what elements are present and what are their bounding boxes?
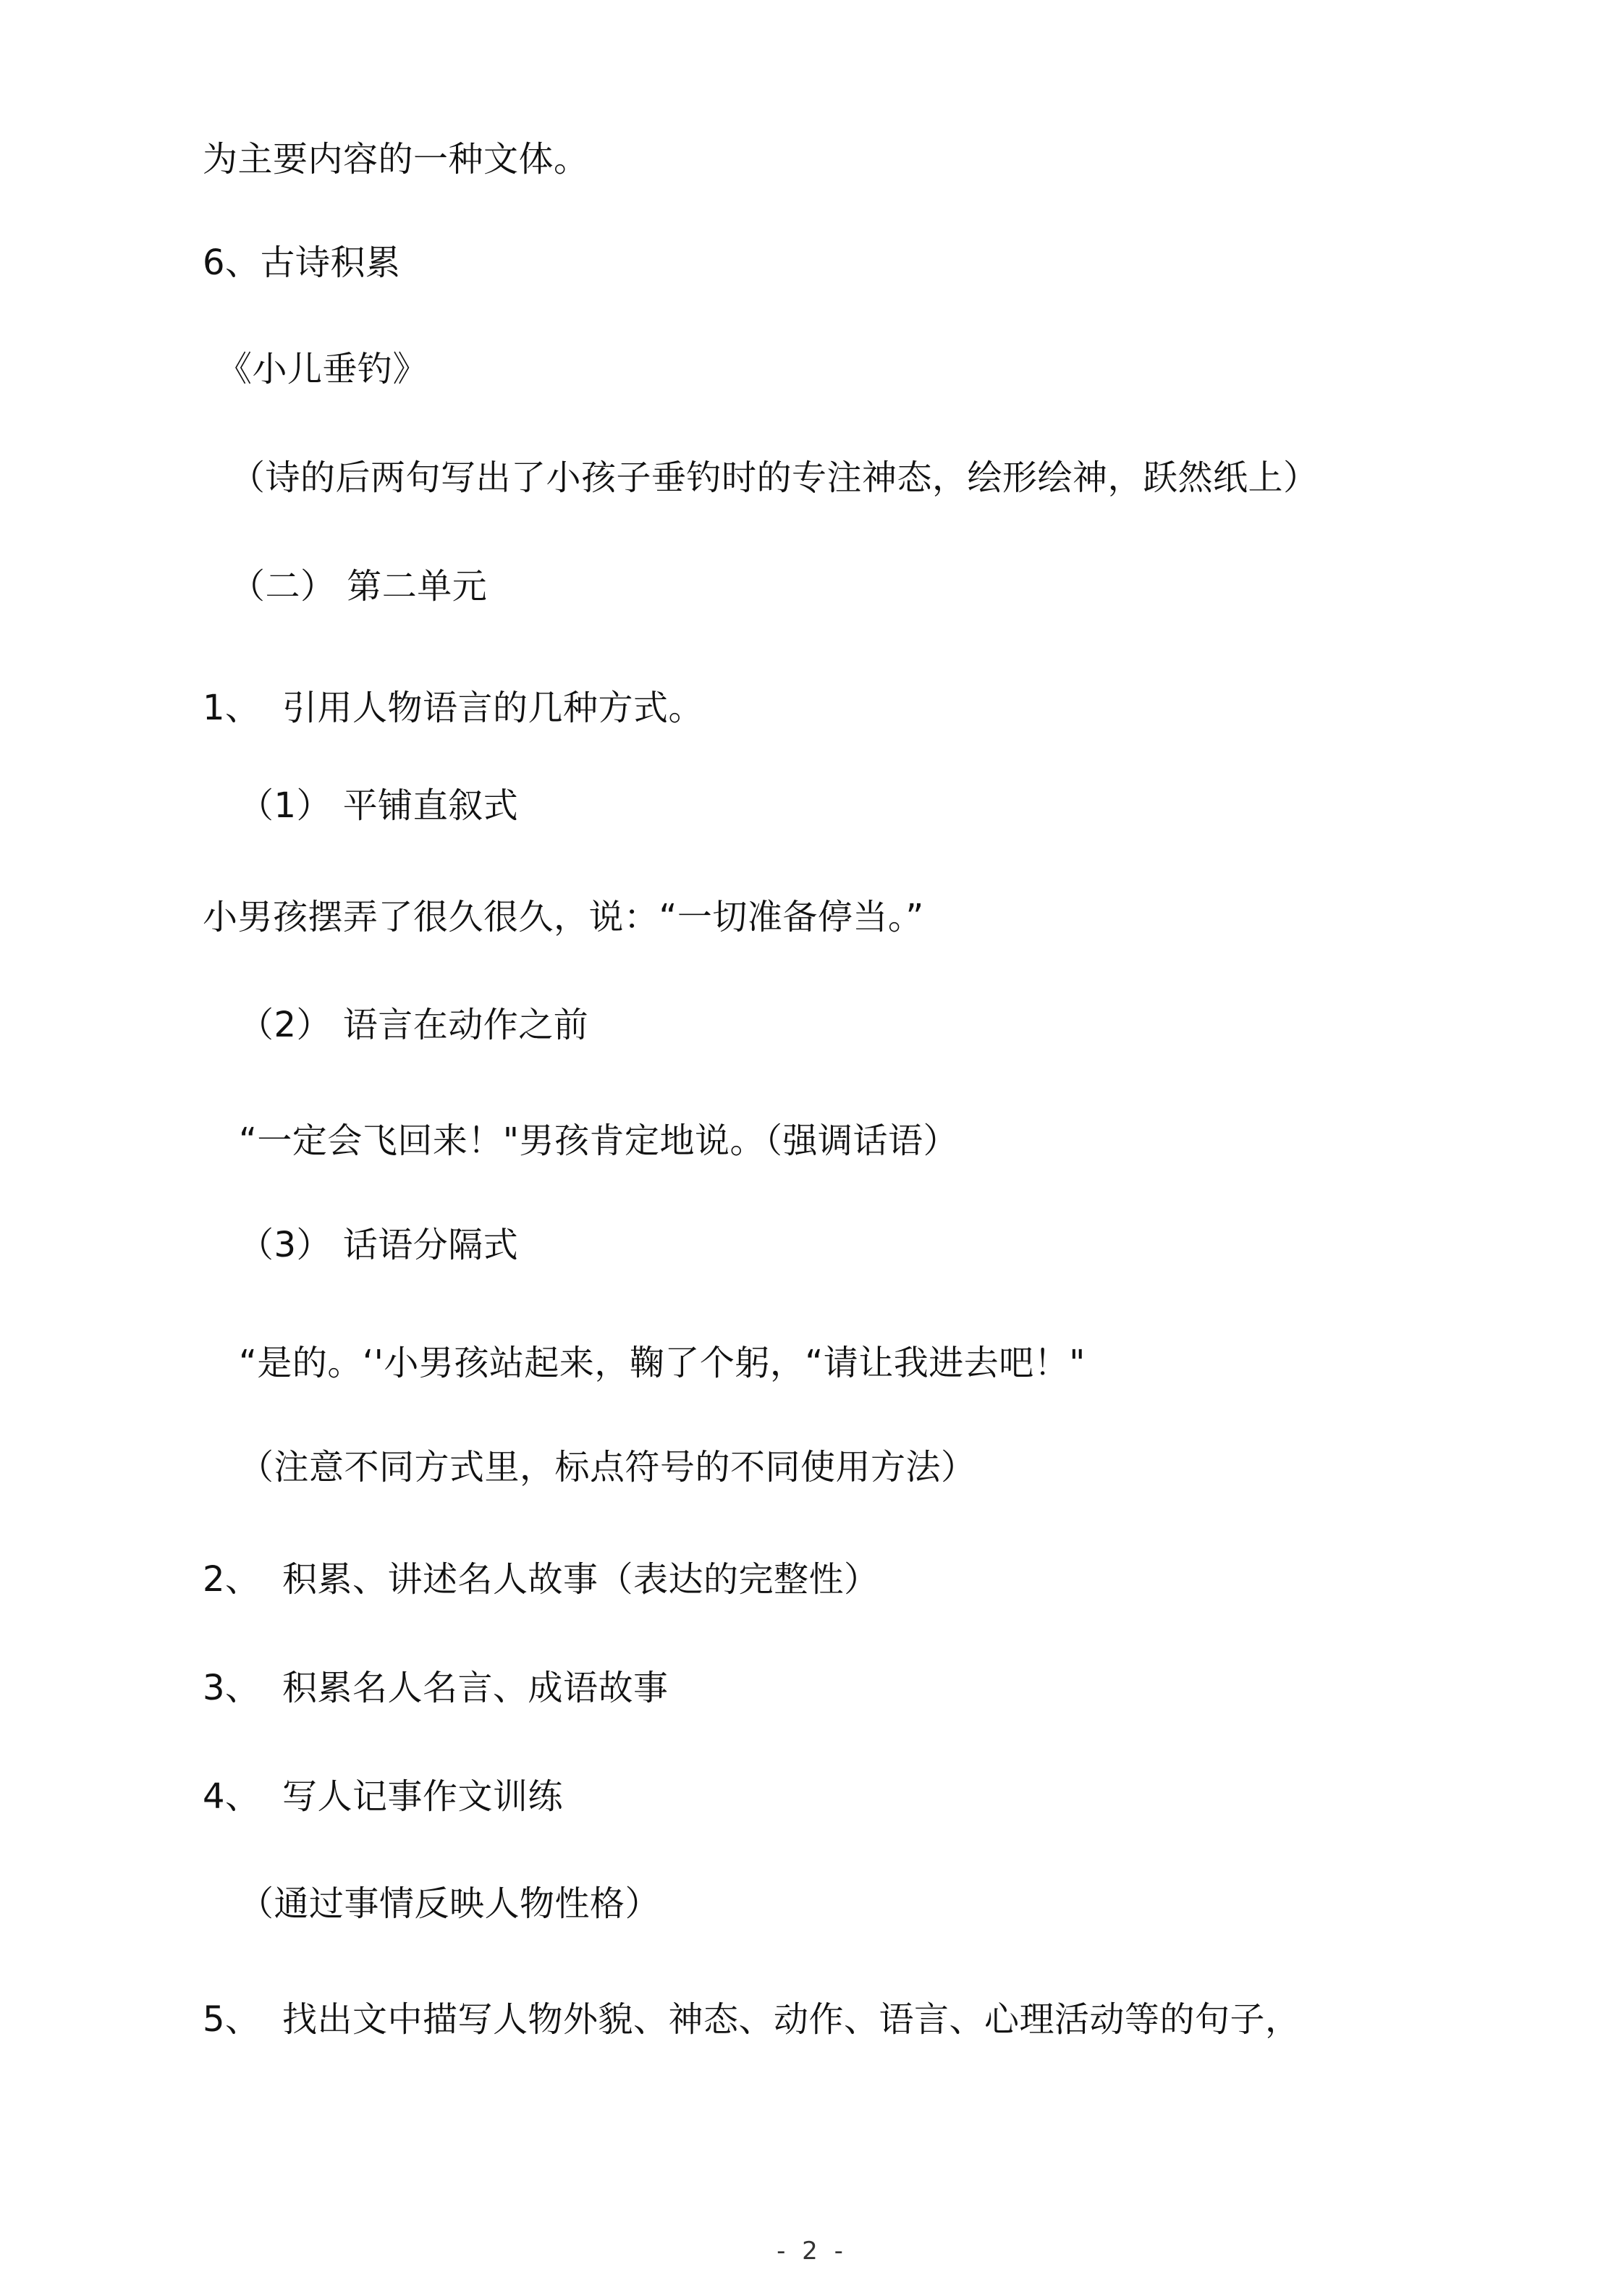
writing-note bbox=[239, 1882, 660, 1925]
list-number: 3、 bbox=[203, 1668, 261, 1708]
example-sentence-3 bbox=[239, 1341, 1086, 1385]
line-text: （2） 语言在动作之前 bbox=[239, 1005, 589, 1045]
line-text: （通过事情反映人物性格） bbox=[239, 1883, 661, 1924]
example-sentence-2 bbox=[239, 1119, 958, 1162]
section-heading-unit-2 bbox=[230, 565, 487, 608]
subheading-method-2 bbox=[239, 1003, 588, 1047]
poem-note bbox=[230, 456, 1319, 499]
line-text: “是的。‘'小男孩站起来，鞠了个躬，“请让我进去吧！" bbox=[239, 1343, 1086, 1383]
list-item-1 bbox=[203, 686, 703, 730]
line-text: （注意不同方式里，标点符号的不同使用方法） bbox=[239, 1447, 976, 1487]
line-text: 《小儿垂钓》 bbox=[217, 349, 428, 389]
line-text: 6、古诗积累 bbox=[203, 242, 401, 283]
line-text: （1） 平铺直叙式 bbox=[239, 785, 519, 826]
line-text: （3） 话语分隔式 bbox=[239, 1225, 519, 1265]
subheading-method-1 bbox=[239, 784, 518, 827]
line-text: 写人记事作文训练 bbox=[282, 1776, 564, 1817]
text-line-intro bbox=[203, 138, 589, 181]
list-item-5 bbox=[203, 1998, 1301, 2041]
page-number: - 2 - bbox=[777, 2237, 847, 2266]
punctuation-note bbox=[239, 1445, 976, 1489]
list-number: 4、 bbox=[203, 1776, 261, 1817]
list-item-2 bbox=[203, 1558, 879, 1601]
list-number: 2、 bbox=[203, 1559, 261, 1600]
line-text: 积累名人名言、成语故事 bbox=[282, 1668, 669, 1708]
line-text: （诗的后两句写出了小孩子垂钓时的专注神态，绘形绘神，跃然纸上） bbox=[230, 457, 1319, 498]
poem-title bbox=[217, 347, 428, 391]
line-text: 小男孩摆弄了很久很久，说：“一切准备停当。” bbox=[203, 897, 924, 937]
example-sentence-1 bbox=[203, 895, 924, 939]
line-text: 找出文中描写人物外貌、神态、动作、语言、心理活动等的句子， bbox=[282, 1999, 1301, 2040]
line-text: 引用人物语言的几种方式。 bbox=[282, 688, 704, 728]
subheading-method-3 bbox=[239, 1223, 518, 1267]
heading-ancient-poetry bbox=[203, 241, 401, 284]
list-number: 1、 bbox=[203, 688, 261, 728]
line-text: “一定会飞回来！"男孩肯定地说。（强调话语） bbox=[239, 1120, 958, 1161]
list-item-3 bbox=[203, 1666, 669, 1710]
line-text: 为主要内容的一种文体。 bbox=[203, 139, 589, 180]
list-item-4 bbox=[203, 1775, 563, 1818]
line-text: 积累、讲述名人故事（表达的完整性） bbox=[282, 1559, 879, 1600]
line-text: （二） 第二单元 bbox=[230, 566, 488, 607]
list-number: 5、 bbox=[203, 1999, 261, 2040]
